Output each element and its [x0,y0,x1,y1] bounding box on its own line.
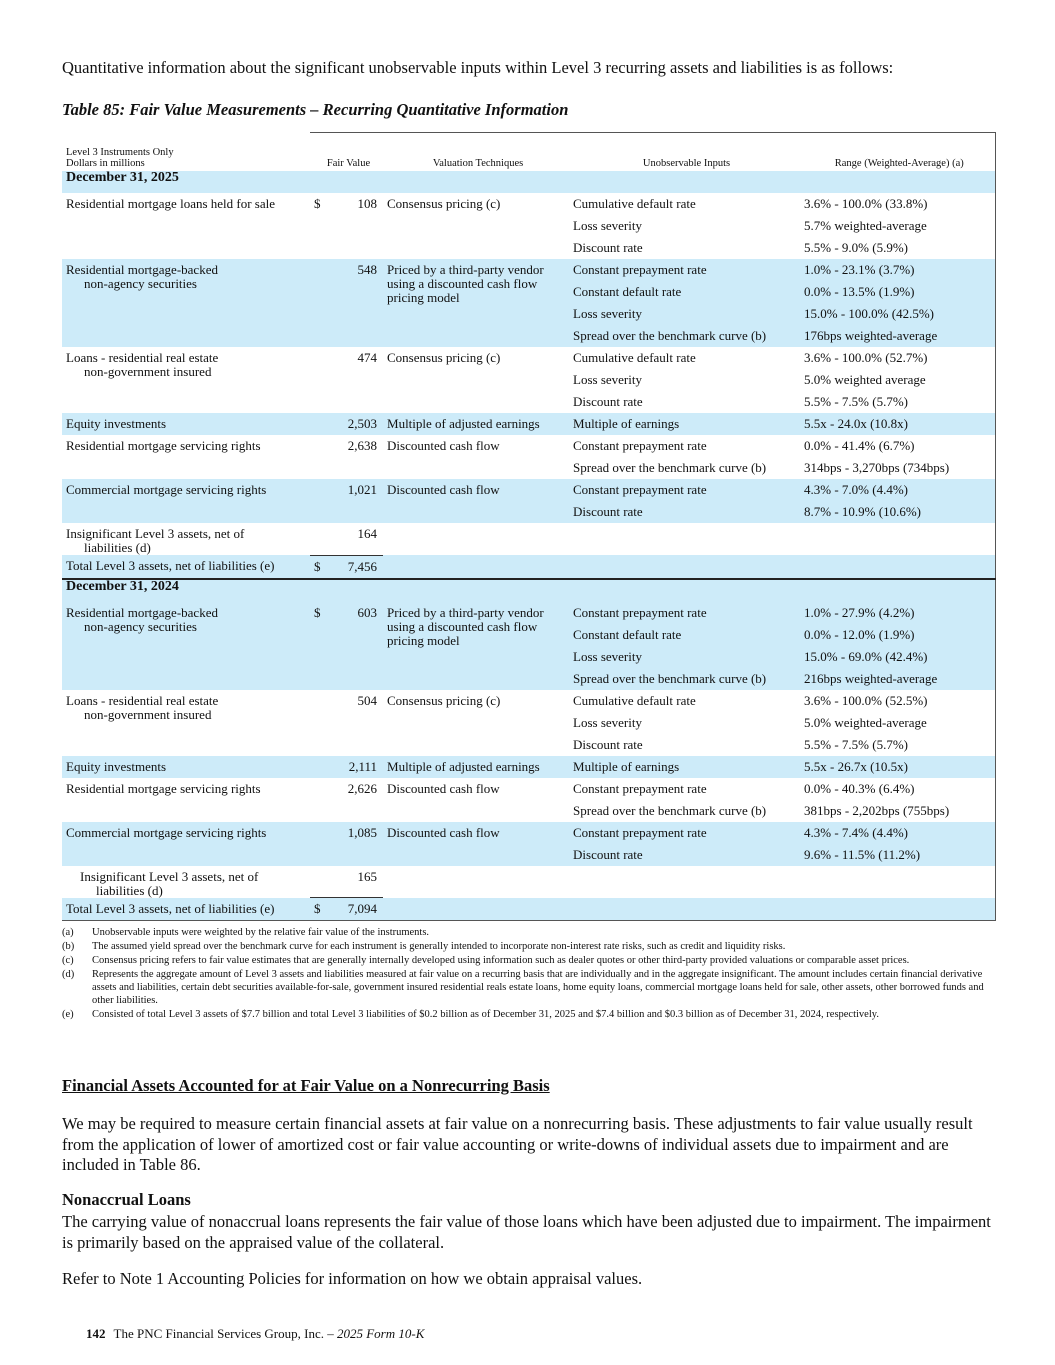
range-cell [800,325,995,347]
table-row [62,602,995,624]
fair-value-cell [338,778,383,822]
footnote-label: (d) [62,969,75,980]
currency-symbol [310,347,338,413]
currency-symbol [310,866,338,898]
currency-text [314,822,338,826]
unobservable-input: Discount rate [573,504,643,519]
range-value: 3.6% - 100.0% (33.8%) [804,196,928,211]
unobservable-input: Loss severity [573,218,642,233]
range-value: 0.0% - 13.5% (1.9%) [804,284,915,299]
total-value: 7,094 [347,901,378,916]
currency-text [314,866,338,870]
fair-value-cell [338,866,383,898]
fair-value: 2,638 [347,438,378,453]
total-label-cell [62,898,310,921]
footnote-text: Unobservable inputs were weighted by the relative fair value of the instruments. [92,927,430,938]
footnote [62,954,992,967]
currency-symbol [310,259,338,347]
unobservable-input-cell [569,237,800,259]
refer-paragraph: Refer to Note 1 Accounting Policies for information on how we obtain appraisal values. [62,1269,643,1288]
instrument-cell [62,259,310,347]
currency-symbol [310,822,338,866]
header-instruments: Level 3 Instruments Only Dollars in millions [66,147,174,169]
fair-value: 474 [357,350,378,365]
currency-text [314,479,338,483]
unobservable-input [573,523,800,527]
instrument-name: Residential mortgage servicing rights [66,780,261,796]
instrument-cell [62,347,310,413]
unobservable-input: Discount rate [573,394,643,409]
range-cell [800,646,995,668]
range-value: 314bps - 3,270bps (734bps) [804,460,950,475]
nonaccrual-paragraph: The carrying value of nonaccrual loans represents the fair value of those loans which have been adjusted due to impairment. The impairment is primarily based on the appraised value of the collateral. [62,1212,991,1252]
valuation-technique: Consensus pricing (c) [387,350,501,365]
unobservable-input: Constant prepayment rate [573,604,707,620]
table-title: Table 85: Fair Value Measurements – Recurring Quantitative Information [62,100,569,119]
currency-symbol [310,523,338,555]
table-row [62,193,995,215]
valuation-technique-cell [383,822,569,866]
fair-value-cell [338,602,383,690]
currency-text [314,523,338,527]
unobservable-input: Multiple of earnings [573,416,680,431]
instrument-name: non-government insured [84,364,212,379]
unobservable-input: Discount rate [573,240,643,255]
unobservable-input: Constant prepayment rate [573,438,707,453]
unobservable-input-cell [569,756,800,778]
table-row [62,866,995,898]
range-cell [800,303,995,325]
range-value [804,523,995,527]
fair-value-cell [338,347,383,413]
unobservable-input-cell [569,391,800,413]
currency-text [314,413,338,417]
instrument-cell [62,822,310,866]
unobservable-input-cell [569,668,800,690]
range-cell [800,756,995,778]
instrument-cell [62,193,310,259]
valuation-technique-cell [383,347,569,413]
total-currency: $ [314,901,321,916]
range-value: 176bps weighted-average [804,328,938,343]
footnote-label: (a) [62,927,74,938]
header-valuation: Valuation Techniques [383,133,569,172]
range-cell [800,259,995,281]
currency-symbol [310,602,338,690]
unobservable-input: Discount rate [573,846,643,862]
valuation-technique [387,523,569,527]
nonrecurring-paragraph: We may be required to measure certain financial assets at fair value on a nonrecurring basis. These adjustments to fair value usually result from the application of lower of amortized cost or fair value accounting or write-downs of individual assets due to impairment and are included in Table 86. [62,1114,973,1174]
fair-value: 548 [357,262,378,277]
unobservable-input: Constant default rate [573,284,682,299]
unobservable-input-cell [569,624,800,646]
unobservable-input-cell [569,866,800,898]
range-value: 5.0% weighted average [804,372,926,387]
unobservable-input [573,866,800,870]
unobservable-input-cell [569,435,800,457]
range-cell [800,844,995,866]
instrument-name: Loans - residential real estate [66,350,219,365]
range-cell [800,281,995,303]
unobservable-input-cell [569,215,800,237]
total-blank [383,898,995,921]
unobservable-input: Constant prepayment rate [573,824,707,840]
unobservable-input: Cumulative default rate [573,350,696,365]
unobservable-input: Cumulative default rate [573,196,696,211]
range-value: 216bps weighted-average [804,670,938,686]
unobservable-input-cell [569,479,800,501]
unobservable-input: Multiple of earnings [573,758,680,774]
instrument-cell [62,413,310,435]
range-cell [800,501,995,523]
valuation-technique-cell [383,523,569,555]
range-cell [800,193,995,215]
range-value: 15.0% - 69.0% (42.4%) [804,648,928,664]
valuation-technique-cell [383,413,569,435]
range-cell [800,778,995,800]
instrument-name: non-agency securities [84,276,197,291]
total-label: Total Level 3 assets, net of liabilities (e) [66,900,275,916]
instrument-cell [62,602,310,690]
footnote [62,926,992,939]
total-value-cell [338,898,383,921]
valuation-technique-cell [383,193,569,259]
footnote [62,1008,992,1021]
footnote-text: Consensus pricing refers to fair value estimates that are generally internally developed using information such as dealer quotes or other third-party provided valuations or comparable asset prices. [92,955,910,966]
valuation-technique-cell [383,435,569,479]
range-value: 381bps - 2,202bps (755bps) [804,802,950,818]
fair-value: 2,503 [347,416,378,431]
header-inputs: Unobservable Inputs [569,133,800,172]
instrument-name: Equity investments [66,758,167,774]
unobservable-input-cell [569,457,800,479]
unobservable-input-cell [569,259,800,281]
valuation-technique-cell [383,756,569,778]
footnote [62,968,992,1007]
valuation-technique: Discounted cash flow [387,824,500,840]
unobservable-input-cell [569,523,800,555]
range-value: 3.6% - 100.0% (52.5%) [804,692,928,708]
range-value: 5.5x - 24.0x (10.8x) [804,416,909,431]
instrument-name: Residential mortgage loans held for sale [66,196,276,211]
currency-text: $ [314,604,321,620]
currency-text [314,435,338,439]
company-name: The PNC Financial Services Group, Inc. – [113,1326,337,1341]
range-cell [800,668,995,690]
nonaccrual-heading: Nonaccrual Loans [62,1190,191,1209]
range-value: 0.0% - 41.4% (6.7%) [804,438,915,453]
section-header-row [62,579,995,602]
valuation-technique-cell [383,866,569,898]
section-header-row [62,171,995,193]
footnote-label: (c) [62,955,74,966]
range-value: 9.6% - 11.5% (11.2%) [804,846,921,862]
table-row [62,778,995,800]
unobservable-input: Constant prepayment rate [573,482,707,497]
fair-value: 165 [357,868,378,884]
fair-value-cell [338,435,383,479]
range-cell [800,800,995,822]
unobservable-input: Constant prepayment rate [573,780,707,796]
currency-symbol [310,413,338,435]
fair-value-cell [338,259,383,347]
unobservable-input: Spread over the benchmark curve (b) [573,328,767,343]
table-row [62,756,995,778]
range-cell [800,822,995,844]
page-footer [86,1326,424,1342]
table-body [62,171,995,921]
total-row [62,898,995,921]
total-currency-cell [310,555,338,579]
footnote-label: (e) [62,1009,74,1020]
range-cell [800,369,995,391]
fair-value-cell [338,413,383,435]
table-row [62,479,995,501]
currency-symbol [310,690,338,756]
intro-text: Quantitative information about the significant unobservable inputs within Level 3 recurring assets and liabilities is as follows: [62,58,894,77]
valuation-technique: Multiple of adjusted earnings [387,758,540,774]
currency-symbol [310,193,338,259]
range-value: 0.0% - 12.0% (1.9%) [804,626,915,642]
unobservable-input-cell [569,193,800,215]
range-cell [800,435,995,457]
range-cell [800,690,995,712]
instrument-cell [62,778,310,822]
table-row [62,523,995,555]
currency-text [314,756,338,760]
range-value: 1.0% - 23.1% (3.7%) [804,262,915,277]
valuation-technique: Multiple of adjusted earnings [387,416,540,431]
unobservable-input-cell [569,501,800,523]
valuation-technique-cell [383,690,569,756]
range-value: 5.5% - 7.5% (5.7%) [804,394,908,409]
range-value: 4.3% - 7.4% (4.4%) [804,824,908,840]
unobservable-input-cell [569,844,800,866]
table-row [62,690,995,712]
range-cell [800,479,995,501]
unobservable-input: Constant prepayment rate [573,262,707,277]
currency-symbol [310,479,338,523]
unobservable-input-cell [569,303,800,325]
instrument-name: non-agency securities [84,618,197,634]
table-row [62,822,995,844]
fair-value: 164 [357,526,378,541]
valuation-technique-cell [383,479,569,523]
valuation-technique-cell [383,602,569,690]
table-row [62,435,995,457]
valuation-technique: Consensus pricing (c) [387,692,501,708]
instrument-name: Commercial mortgage servicing rights [66,824,267,840]
currency-text [314,778,338,782]
footnote-text: Represents the aggregate amount of Level 3 assets and liabilities measured at fair value on a recurring basis that are individually and in the aggregate insignificant. The amount includes certain financial derivative assets and liabilities, certain debt securities available-for-sale, government insured residential reals estate loans, home equity loans, commercial mortgage loans held for sale, other assets, other borrowed funds and other liabilities. [92,969,984,1006]
section-title: December 31, 2025 [62,171,995,193]
fair-value: 108 [357,196,378,211]
unobservable-input: Spread over the benchmark curve (b) [573,670,767,686]
range-value: 0.0% - 40.3% (6.4%) [804,780,915,796]
instrument-name: Equity investments [66,416,167,431]
range-value: 15.0% - 100.0% (42.5%) [804,306,934,321]
unobservable-input: Loss severity [573,306,642,321]
total-row [62,555,995,579]
range-value: 5.5% - 7.5% (5.7%) [804,736,908,752]
total-blank [383,555,995,579]
total-value-cell [338,555,383,579]
unobservable-input: Cumulative default rate [573,692,696,708]
unobservable-input-cell [569,690,800,712]
valuation-technique: Discounted cash flow [387,438,500,453]
instrument-name: Residential mortgage servicing rights [66,438,261,453]
header-range: Range (Weighted-Average) (a) [800,133,995,172]
page-number: 142 [86,1326,106,1341]
range-cell [800,457,995,479]
range-value: 1.0% - 27.9% (4.2%) [804,604,915,620]
currency-text [314,690,338,694]
valuation-technique: Discounted cash flow [387,780,500,796]
footnotes [62,926,992,1022]
table-row [62,413,995,435]
unobservable-input: Spread over the benchmark curve (b) [573,460,767,475]
section-title: December 31, 2024 [62,579,995,602]
instrument-cell [62,479,310,523]
instrument-name: non-government insured [84,706,212,722]
currency-symbol [310,756,338,778]
instrument-name: Residential mortgage-backed [66,604,218,620]
fair-value-cell [338,193,383,259]
range-value [804,866,995,870]
unobservable-input-cell [569,325,800,347]
unobservable-input: Constant default rate [573,626,682,642]
unobservable-input: Loss severity [573,648,642,664]
total-value: 7,456 [347,558,378,574]
range-cell [800,734,995,756]
instrument-name: liabilities (d) [84,540,151,555]
valuation-technique: Discounted cash flow [387,482,500,497]
range-value: 5.5x - 26.7x (10.5x) [804,758,909,774]
instrument-cell [62,690,310,756]
instrument-cell [62,523,310,555]
range-value: 5.0% weighted-average [804,714,927,730]
total-currency: $ [314,558,321,574]
currency-symbol [310,435,338,479]
fair-value: 2,111 [348,758,378,774]
fair-value: 1,085 [347,824,378,840]
range-cell [800,413,995,435]
unobservable-input-cell [569,602,800,624]
unobservable-input-cell [569,413,800,435]
valuation-technique-cell [383,778,569,822]
range-cell [800,602,995,624]
currency-symbol [310,778,338,822]
range-cell [800,866,995,898]
unobservable-input-cell [569,281,800,303]
instrument-cell [62,866,310,898]
range-value: 4.3% - 7.0% (4.4%) [804,482,908,497]
footnote [62,940,992,953]
fair-value-cell [338,479,383,523]
instrument-name: liabilities (d) [96,882,163,898]
fair-value: 603 [357,604,378,620]
unobservable-input: Loss severity [573,714,642,730]
instrument-name: Residential mortgage-backed [66,262,218,277]
unobservable-input-cell [569,734,800,756]
fair-value: 504 [357,692,378,708]
unobservable-input: Discount rate [573,736,643,752]
unobservable-input-cell [569,712,800,734]
fair-value-table [62,132,995,921]
unobservable-input-cell [569,347,800,369]
fair-value-cell [338,523,383,555]
unobservable-input-cell [569,822,800,844]
valuation-technique-cell [383,259,569,347]
unobservable-input-cell [569,800,800,822]
fair-value-cell [338,756,383,778]
instrument-name: Commercial mortgage servicing rights [66,482,267,497]
range-value: 5.5% - 9.0% (5.9%) [804,240,908,255]
range-cell [800,391,995,413]
range-value: 8.7% - 10.9% (10.6%) [804,504,921,519]
range-value: 3.6% - 100.0% (52.7%) [804,350,928,365]
unobservable-input: Spread over the benchmark curve (b) [573,802,767,818]
range-cell [800,215,995,237]
range-value: 5.7% weighted-average [804,218,927,233]
instrument-name: Loans - residential real estate [66,692,219,708]
currency-text [314,347,338,351]
unobservable-input: Loss severity [573,372,642,387]
range-cell [800,624,995,646]
unobservable-input-cell [569,369,800,391]
range-cell [800,712,995,734]
instrument-cell [62,756,310,778]
range-cell [800,523,995,555]
fair-value-cell [338,822,383,866]
fair-value: 2,626 [347,780,378,796]
table-row [62,259,995,281]
currency-text: $ [314,196,321,211]
footnote-text: The assumed yield spread over the benchmark curve for each instrument is generally intended to incorporate non-interest rate risks, such as credit and liquidity risks. [92,941,786,952]
table-row [62,347,995,369]
form-name: 2025 Form 10-K [336,1326,425,1341]
total-label-cell [62,555,310,579]
instrument-name: Insignificant Level 3 assets, net of [66,526,245,541]
total-currency-cell [310,898,338,921]
header-fair-value: Fair Value [310,133,383,172]
instrument-name: Insignificant Level 3 assets, net of [80,868,259,884]
range-cell [800,237,995,259]
currency-text [314,259,338,263]
valuation-technique: Priced by a third-party vendor using a discounted cash flow pricing model [387,262,544,305]
section-heading-nonrecurring: Financial Assets Accounted for at Fair Value on a Nonrecurring Basis [62,1076,550,1095]
range-cell [800,347,995,369]
footnote-text: Consisted of total Level 3 assets of $7.7 billion and total Level 3 liabilities of $0.2 billion as of December 31, 2025 and $7.4 billion and $0.3 billion as of December 31, 2024, respectively. [92,1009,879,1020]
instrument-cell [62,435,310,479]
valuation-technique [387,866,569,870]
valuation-technique: Consensus pricing (c) [387,196,501,211]
valuation-technique: Priced by a third-party vendor using a discounted cash flow pricing model [387,604,544,648]
total-label: Total Level 3 assets, net of liabilities (e) [66,558,275,573]
fair-value-cell [338,690,383,756]
footnote-label: (b) [62,941,75,952]
unobservable-input-cell [569,778,800,800]
fair-value: 1,021 [347,482,378,497]
unobservable-input-cell [569,646,800,668]
